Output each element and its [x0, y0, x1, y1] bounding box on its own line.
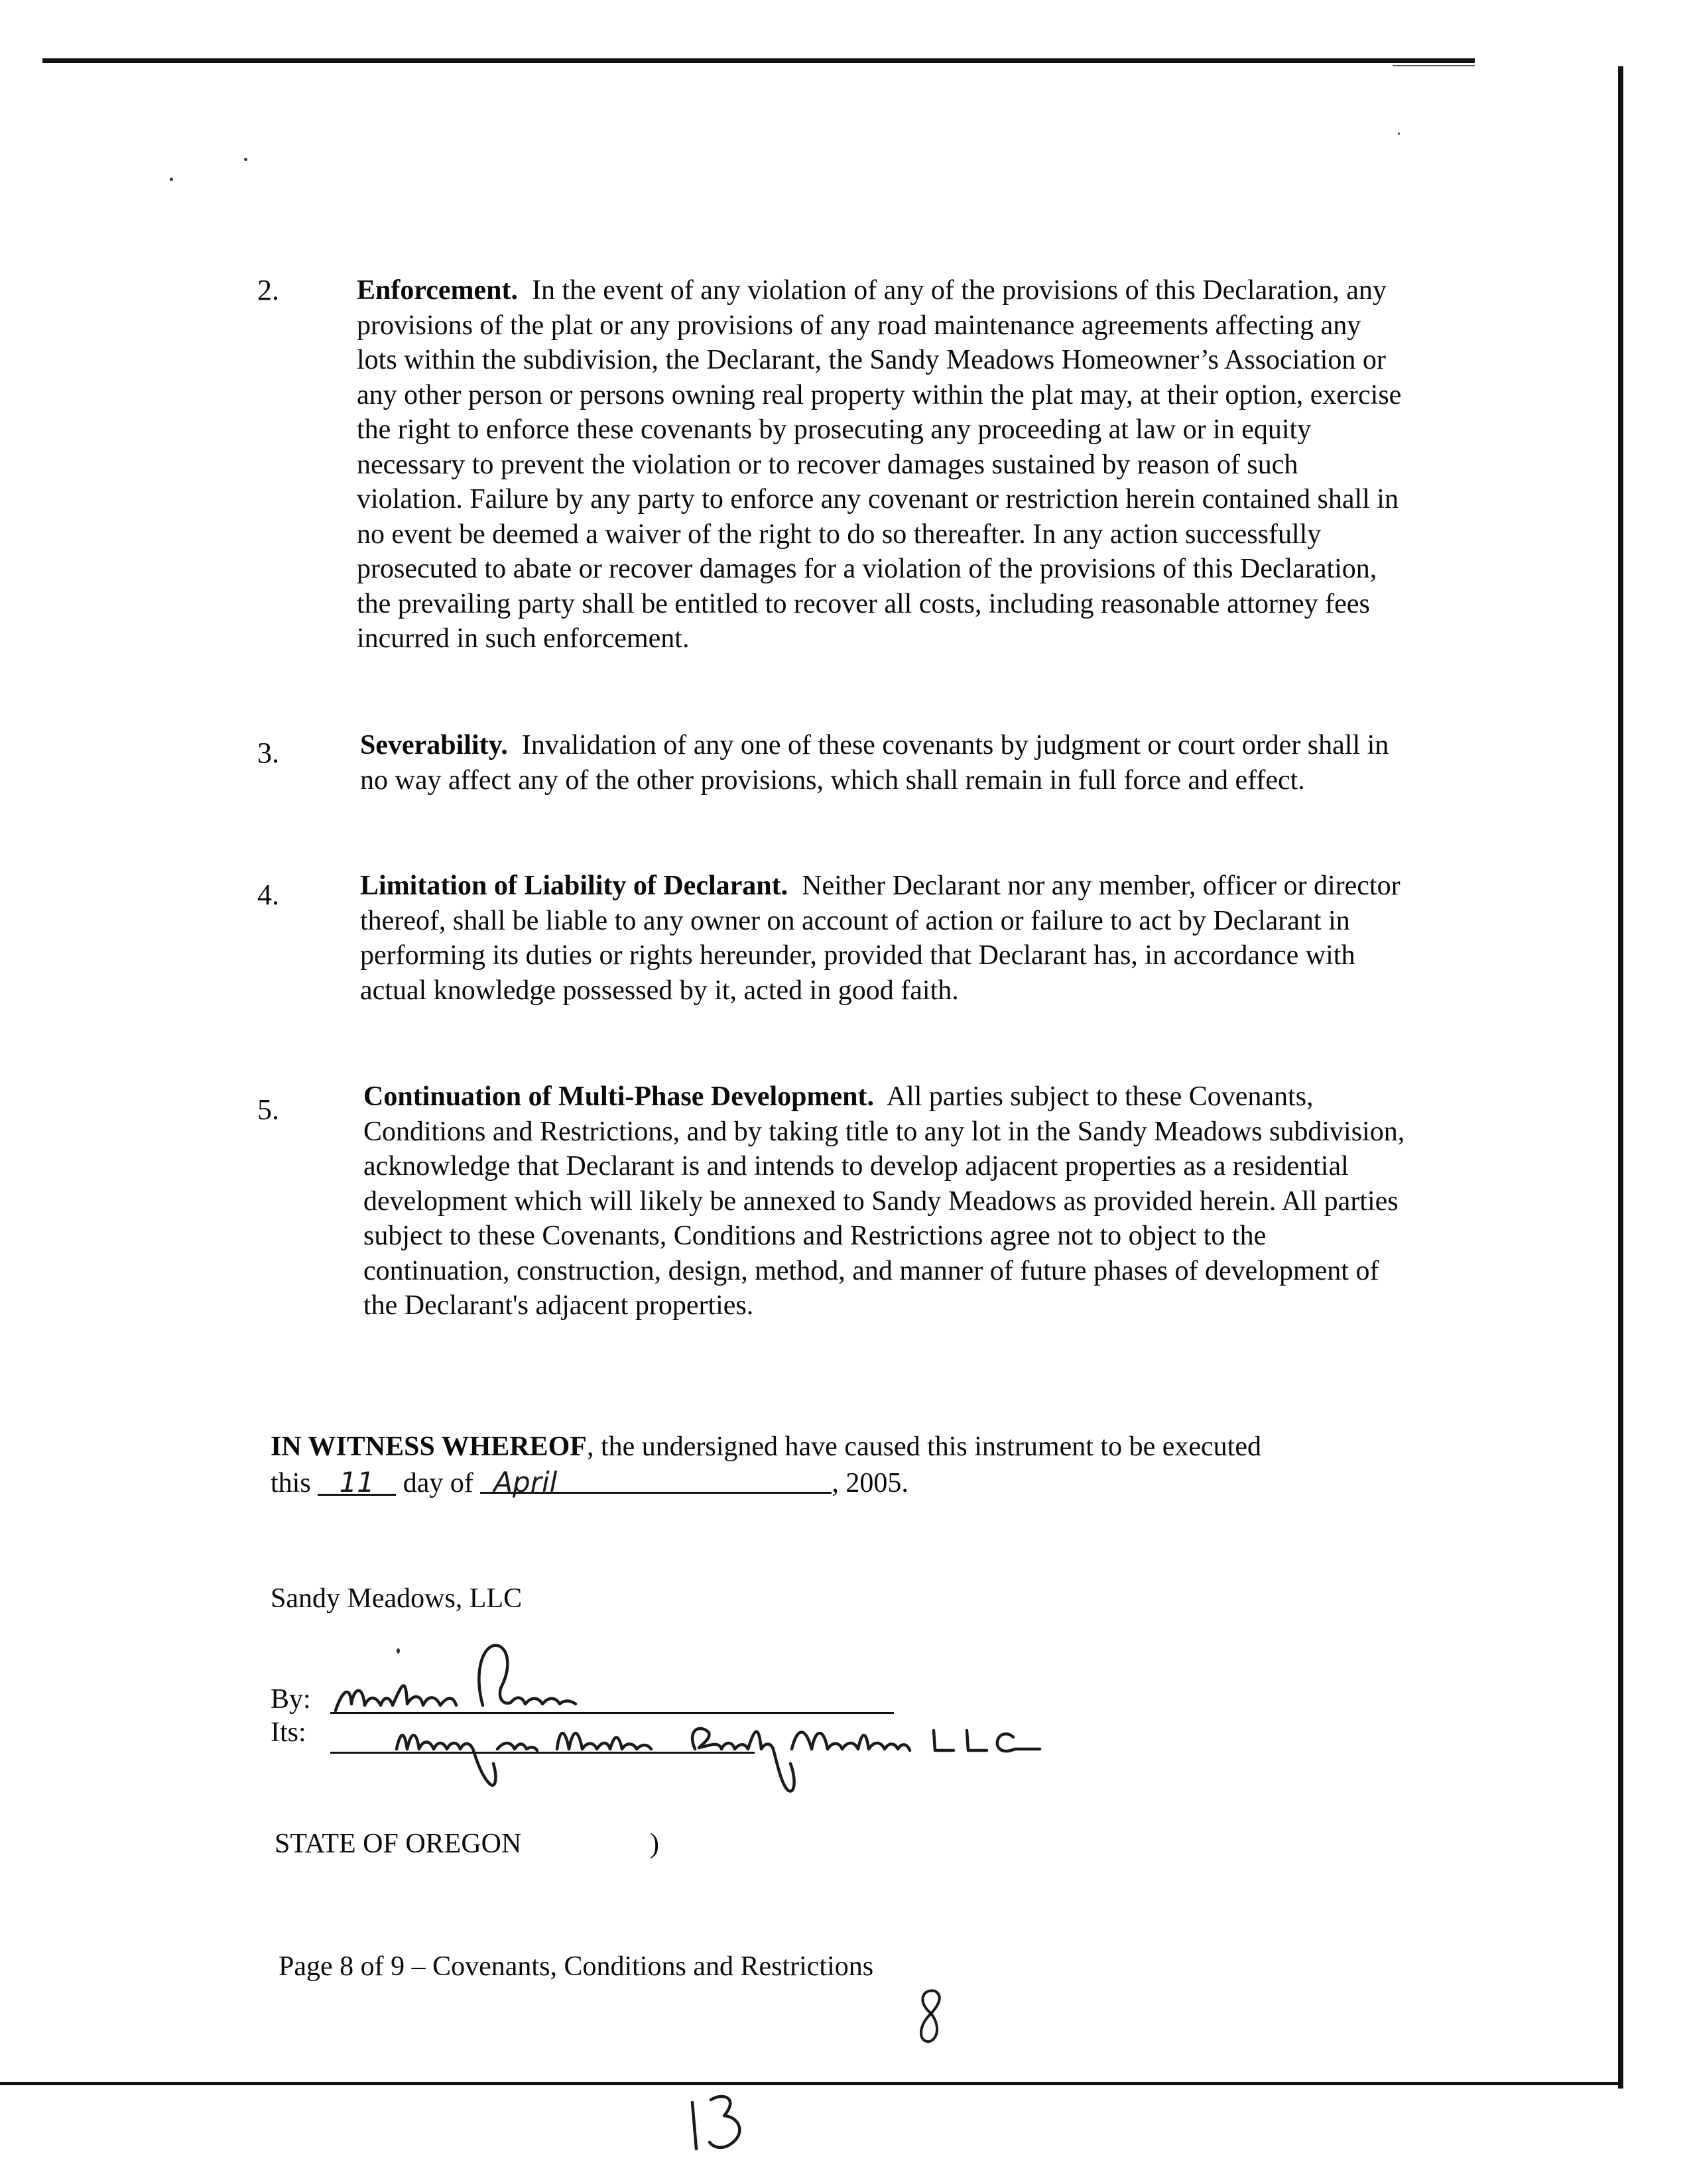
section-body [357, 273, 1405, 656]
handwritten-bates-number [683, 2085, 763, 2158]
section-number: 2. [257, 274, 279, 306]
page-footer: Page 8 of 9 – Covenants, Conditions and Restrictions [279, 1951, 874, 1982]
section-multi-phase-development [257, 1079, 1405, 1371]
month-blank [480, 1465, 832, 1498]
month-handwritten: April [493, 1466, 558, 1498]
scan-border-top [42, 58, 1475, 63]
witness-clause [271, 1429, 1398, 1501]
section-text: In the event of any violation of any of the provisions of this Declaration, any provisions of the plat or any provisions of any road maintenance agreements affecting any lots within the subdivision, the Declarant, the Sandy Meadows Homeowner’s Association or any other person or persons owning real property within the plat may, at their option, exercise the right to enforce these covenants by prosecuting any proceeding at law or in equity necessary to prevent the violation or to recover damages sustained by reason of such violation. Failure by any party to enforce any covenant or restriction herein contained shall in no event be deemed a waiver of the right to do so thereafter. In any action successfully prosecuted to abate or recover damages for a violation of the provisions of this Declaration, the prevailing party shall be entitled to recover all costs, including reasonable attorney fees incurred in such enforcement. [357, 275, 1402, 654]
scan-border-bottom [0, 2082, 1623, 2085]
by-label: By: [271, 1684, 311, 1715]
section-text: All parties subject to these Covenants, Conditions and Restrictions, and by taking title to any lot in the Sandy Meadows subdivision, acknowledge that Declarant is and intends to develop adjacent properties as a residential development which will likely be annexed to Sandy Meadows as provided herein. All parties subject to these Covenants, Conditions and Restrictions agree not to object to the continuation, construction, design, method, and manner of future phases of development of the Declarant's adjacent properties. [363, 1081, 1405, 1321]
section-heading: Severability. [360, 730, 508, 760]
scan-speck [170, 178, 173, 181]
section-body [360, 728, 1414, 798]
witness-heading: IN WITNESS WHEREOF [271, 1431, 587, 1462]
scan-border-top-faint [1393, 65, 1475, 66]
section-heading: Limitation of Liability of Declarant. [360, 871, 788, 901]
notary-state-paren: ) [650, 1829, 659, 1859]
section-number: 5. [257, 1093, 279, 1126]
section-number: 3. [257, 737, 279, 769]
section-body [360, 869, 1421, 1008]
section-heading: Enforcement. [357, 275, 518, 306]
company-name: Sandy Meadows, LLC [271, 1583, 523, 1614]
witness-day-of: day of [403, 1468, 473, 1498]
handwritten-signature [324, 1631, 1159, 1803]
its-label: Its: [271, 1717, 306, 1748]
section-text: Invalidation of any one of these covenants by judgment or court order shall in no way affect any of the other provisions, which shall remain in full force and effect. [360, 730, 1389, 796]
section-text: Neither Declarant nor any member, officer or director thereof, shall be liable to any owner on account of action or failure to act by Declarant in performing its duties or rights hereunder, provided that Declarant has, in accordance with actual knowledge possessed by it, acted in good faith. [360, 871, 1401, 1006]
signature-block [271, 1631, 1199, 1777]
section-limitation-of-liability [257, 869, 1401, 1054]
section-enforcement [257, 273, 1402, 698]
notary-state: STATE OF OREGON [275, 1829, 522, 1859]
section-severability [257, 728, 1398, 841]
scan-speck [1398, 133, 1400, 135]
section-heading: Continuation of Multi-Phase Development. [363, 1081, 874, 1112]
scan-border-right [1618, 66, 1623, 2089]
day-blank [318, 1465, 396, 1496]
witness-this: this [271, 1468, 311, 1498]
handwritten-page-number [908, 1986, 955, 2045]
scan-speck [244, 158, 247, 161]
section-body [363, 1079, 1418, 1323]
witness-text: , the undersigned have caused this instrument to be executed [586, 1431, 1261, 1462]
witness-year: , 2005. [832, 1468, 908, 1498]
section-number: 4. [257, 879, 279, 911]
day-handwritten: 11 [339, 1466, 375, 1498]
